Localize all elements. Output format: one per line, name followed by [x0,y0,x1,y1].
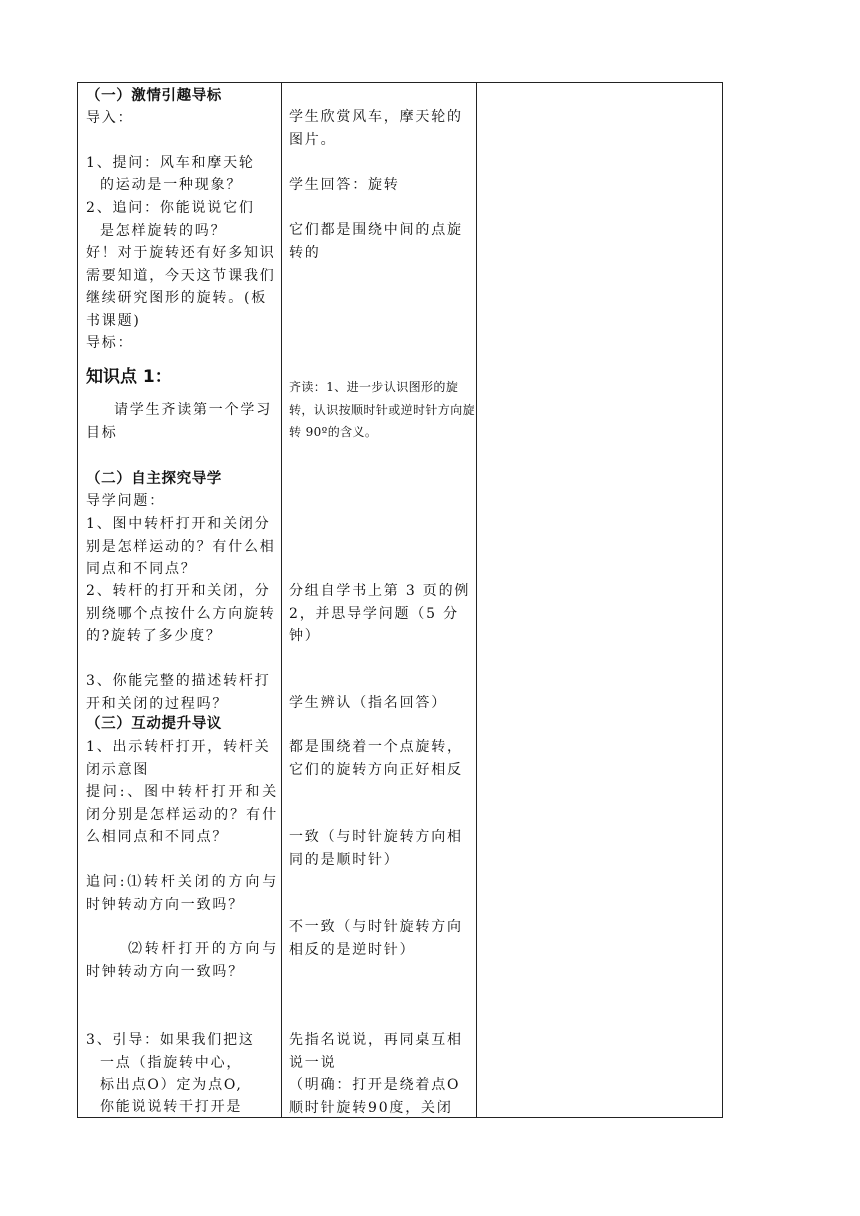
question-1: 1、提问：风车和摩天轮 [86,155,255,171]
read-goal-text: 请学生齐读第一个学习目标 [86,402,272,441]
column-divider-1 [281,83,282,1117]
student-reading: 齐读：1、进一步认识图形的旋转，认识按顺时针或逆时针方向旋转 90º的含义。 [289,380,475,439]
student-clarify: （明确：打开是绕着点O顺时针旋转90度，关闭 [289,1077,461,1116]
knowledge-point-heading: 知识点 1： [86,367,172,387]
student-identify: 学生辨认（指名回答） [289,695,447,711]
guide-questions-label: 导学问题： [86,493,165,509]
interaction-item-1: 1、出示转杆打开，转杆关闭示意图 [86,739,271,778]
student-discuss: 先指名说说，再同桌互相说一说 [289,1032,463,1071]
student-answer-clockwise: 一致（与时针旋转方向相同的是顺时针） [289,829,463,868]
question-1-cont: 的运动是一种现象？ [100,177,243,193]
interaction-item-3: 追问:⑴转杆关闭的方向与时钟转动方向一致吗？ [86,874,278,913]
student-answer-3: 它们都是围绕中间的点旋转的 [289,222,463,261]
interaction-item-5-line2: 一点（指旋转中心， [100,1055,243,1071]
student-answer-rotation: 都是围绕着一个点旋转，它们的旋转方向正好相反 [289,739,463,778]
teacher-activity-column [86,83,278,1117]
lesson-plan-table [77,82,723,1118]
question-2: 2、追问：你能说说它们 [86,200,255,216]
notes-column [477,83,722,1117]
student-answer-2: 学生回答：旋转 [289,177,400,193]
guide-question-3: 3、你能完整的描述转杆打开和关闭的过程吗？ [86,673,271,712]
question-2-cont: 是怎样旋转的吗？ [100,223,227,239]
intro-label: 导入： [86,110,134,126]
section-heading-1: （一）激情引趣导标 [86,88,222,104]
interaction-item-5: 3、引导：如果我们把这 [86,1032,255,1048]
section-heading-3: （三）互动提升导议 [86,716,222,732]
student-answer-1: 学生欣赏风车，摩天轮的图片。 [289,109,463,148]
guide-question-2: 2、转杆的打开和关闭，分别绕哪个点按什么方向旋转的?旋转了多少度？ [86,583,276,644]
interaction-item-5-line3: 标出点O）定为点O, [100,1077,243,1093]
student-self-study: 分组自学书上第 3 页的例 2，并思导学问题（5 分钟） [289,583,471,644]
guide-label: 导标： [86,335,134,351]
student-activity-column [289,83,475,1117]
interaction-item-4: ⑵转杆打开的方向与时钟转动方向一致吗？ [86,941,278,980]
paragraph-intro: 好！对于旋转还有好多知识需要知道，今天这节课我们继续研究图形的旋转。(板书课题) [86,245,276,329]
student-answer-counterclockwise: 不一致（与时针旋转方向相反的是逆时针） [289,919,463,958]
interaction-item-5-line4: 你能说说转干打开是 [100,1099,243,1115]
section-heading-2: （二）自主探究导学 [86,471,222,487]
guide-question-1: 1、图中转杆打开和关闭分别是怎样运动的？有什么相同点和不同点？ [86,516,276,577]
interaction-item-2: 提问:、图中转杆打开和关闭分别是怎样运动的？有什么相同点和不同点？ [86,784,278,845]
